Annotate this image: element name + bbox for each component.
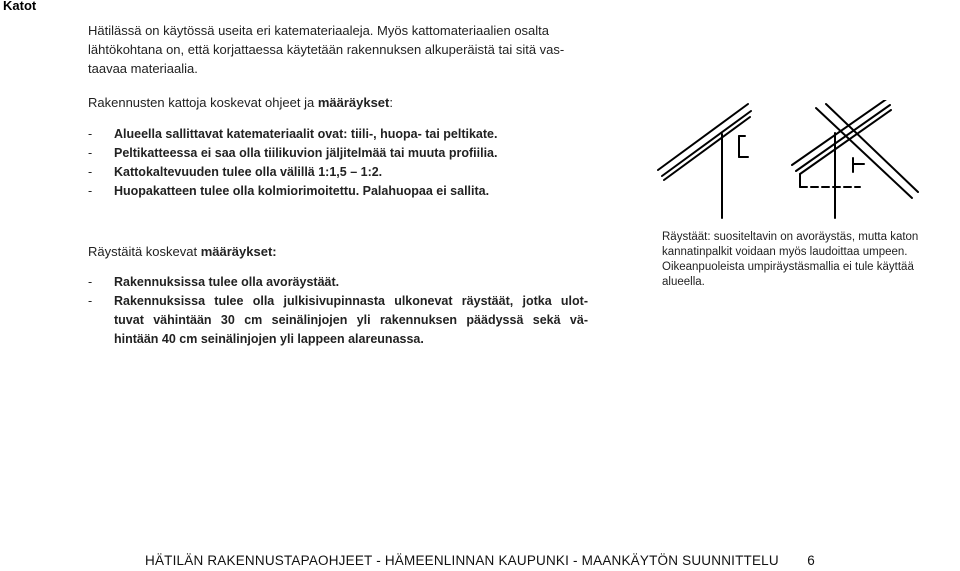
dash-icon: -: [88, 127, 93, 141]
rule-text: Alueella sallittavat katemateriaalit ovat: tiili-, huopa- tai peltikate.: [114, 127, 498, 141]
dash-icon: -: [88, 294, 93, 308]
roof-rules-heading: [88, 95, 393, 110]
figure-caption: [662, 230, 957, 290]
dash-icon: -: [88, 275, 93, 289]
list-item: [88, 144, 588, 163]
intro-paragraph: [88, 21, 588, 78]
rule-text-line: hintään 40 cm seinälinjojen yli lappeen alareunassa.: [114, 332, 424, 346]
list-item: [88, 163, 588, 182]
list-item: [88, 125, 588, 144]
heading-suffix: :: [389, 95, 393, 110]
heading-bold: määräykset: [317, 95, 390, 110]
section-title: Katot: [3, 0, 37, 13]
intro-line: taavaa materiaalia.: [88, 61, 198, 76]
heading-text: Räystäitä koskevat: [88, 244, 201, 259]
rule-text-line: tuvat vähintään 30 cm seinälinjojen yli rakennuksen päädyssä sekä vä-: [114, 313, 588, 327]
dash-icon: -: [88, 184, 93, 198]
rule-text-line: Rakennuksissa tulee olla julkisivupinnasta ulkonevat räystäät, jotka ulot-: [114, 294, 588, 308]
rule-text: Rakennuksissa tulee olla avoräystäät.: [114, 275, 340, 289]
dash-icon: -: [88, 146, 93, 160]
list-item: [88, 273, 588, 292]
open-eaves-sketch: [658, 104, 751, 218]
heading-text: Rakennusten kattoja koskevat ohjeet ja: [88, 95, 318, 110]
rule-text: Kattokaltevuuden tulee olla välillä 1:1,5 – 1:2.: [114, 165, 383, 179]
page-number: 6: [807, 553, 815, 568]
eaves-rules-heading: [88, 244, 277, 259]
rule-text: Huopakatteen tulee olla kolmiorimoitettu. Palahuopaa ei sallita.: [114, 184, 490, 198]
caption-line: kannatinpalkit voidaan myös laudoittaa umpeen.: [662, 246, 908, 258]
footer-title: HÄTILÄN RAKENNUSTAPAOHJEET - HÄMEENLINNAN KAUPUNKI - MAANKÄYTÖN SUUNNITTELU: [145, 553, 779, 568]
intro-line: lähtökohtana on, että korjattaessa käytetään rakennuksen alkuperäistä tai sitä vas-: [88, 42, 565, 57]
eaves-rules-list: [88, 273, 588, 349]
rule-text: Peltikatteessa ei saa olla tiilikuvion jäljitelmää tai muuta profiilia.: [114, 146, 498, 160]
intro-line: Hätilässä on käytössä useita eri katemateriaaleja. Myös kattomateriaalien osalta: [88, 23, 550, 38]
list-item: [88, 182, 588, 201]
dash-icon: -: [88, 165, 93, 179]
eaves-sketch: [650, 100, 950, 220]
caption-line: Räystäät: suositeltavin on avoräystäs, mutta katon: [662, 231, 919, 243]
caption-line: Oikeanpuoleista umpiräystäsmallia ei tule käyttää alueella.: [662, 261, 914, 288]
list-item: [88, 292, 588, 349]
heading-bold: määräykset:: [200, 244, 277, 259]
page-footer: [145, 553, 815, 568]
roof-rules-list: [88, 125, 588, 201]
